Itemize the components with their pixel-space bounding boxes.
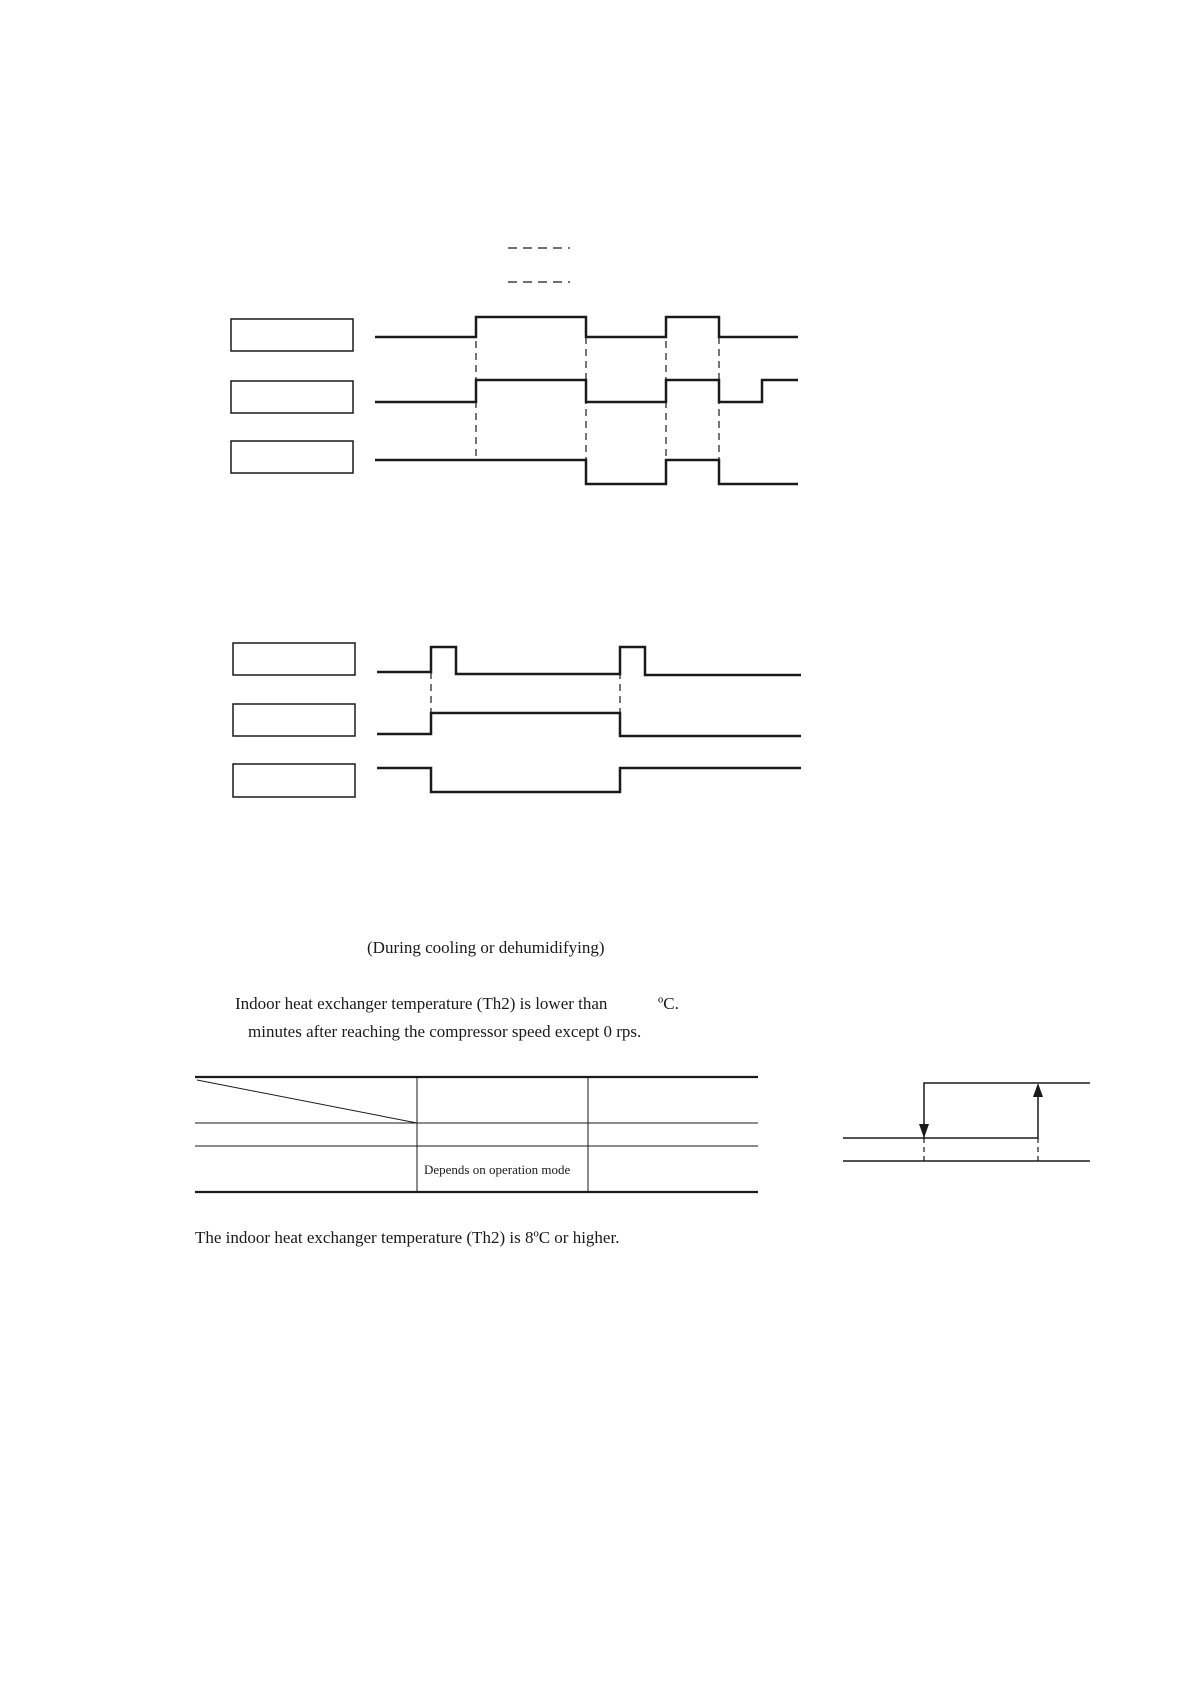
d1-label-box-2 — [231, 381, 353, 413]
release-condition-text: The indoor heat exchanger temperature (Th2) is 8ºC or higher. — [195, 1228, 620, 1247]
arrow-down-icon — [919, 1124, 929, 1138]
cooling-condition-label: (During cooling or dehumidifying) — [367, 938, 605, 957]
d1-waveform-3 — [375, 460, 798, 484]
d1-label-box-1 — [231, 319, 353, 351]
table-corner-diagonal — [197, 1080, 417, 1123]
condition-line-1-unit: ºC. — [658, 994, 679, 1013]
d2-label-box-2 — [233, 704, 355, 736]
condition-line-1: Indoor heat exchanger temperature (Th2) is lower than — [235, 994, 608, 1013]
d2-label-box-3 — [233, 764, 355, 797]
table-cell-operation-mode: Depends on operation mode — [424, 1162, 571, 1177]
d2-label-box-1 — [233, 643, 355, 675]
d1-waveform-1 — [375, 317, 798, 337]
condition-line-2: minutes after reaching the compressor speed except 0 rps. — [248, 1022, 642, 1041]
d2-waveform-2 — [377, 713, 801, 736]
hysteresis-lower — [843, 1092, 1038, 1138]
hysteresis-upper — [924, 1083, 1090, 1138]
d1-label-box-3 — [231, 441, 353, 473]
d2-waveform-3 — [377, 768, 801, 792]
d2-waveform-1 — [377, 647, 801, 675]
arrow-up-icon — [1033, 1083, 1043, 1097]
